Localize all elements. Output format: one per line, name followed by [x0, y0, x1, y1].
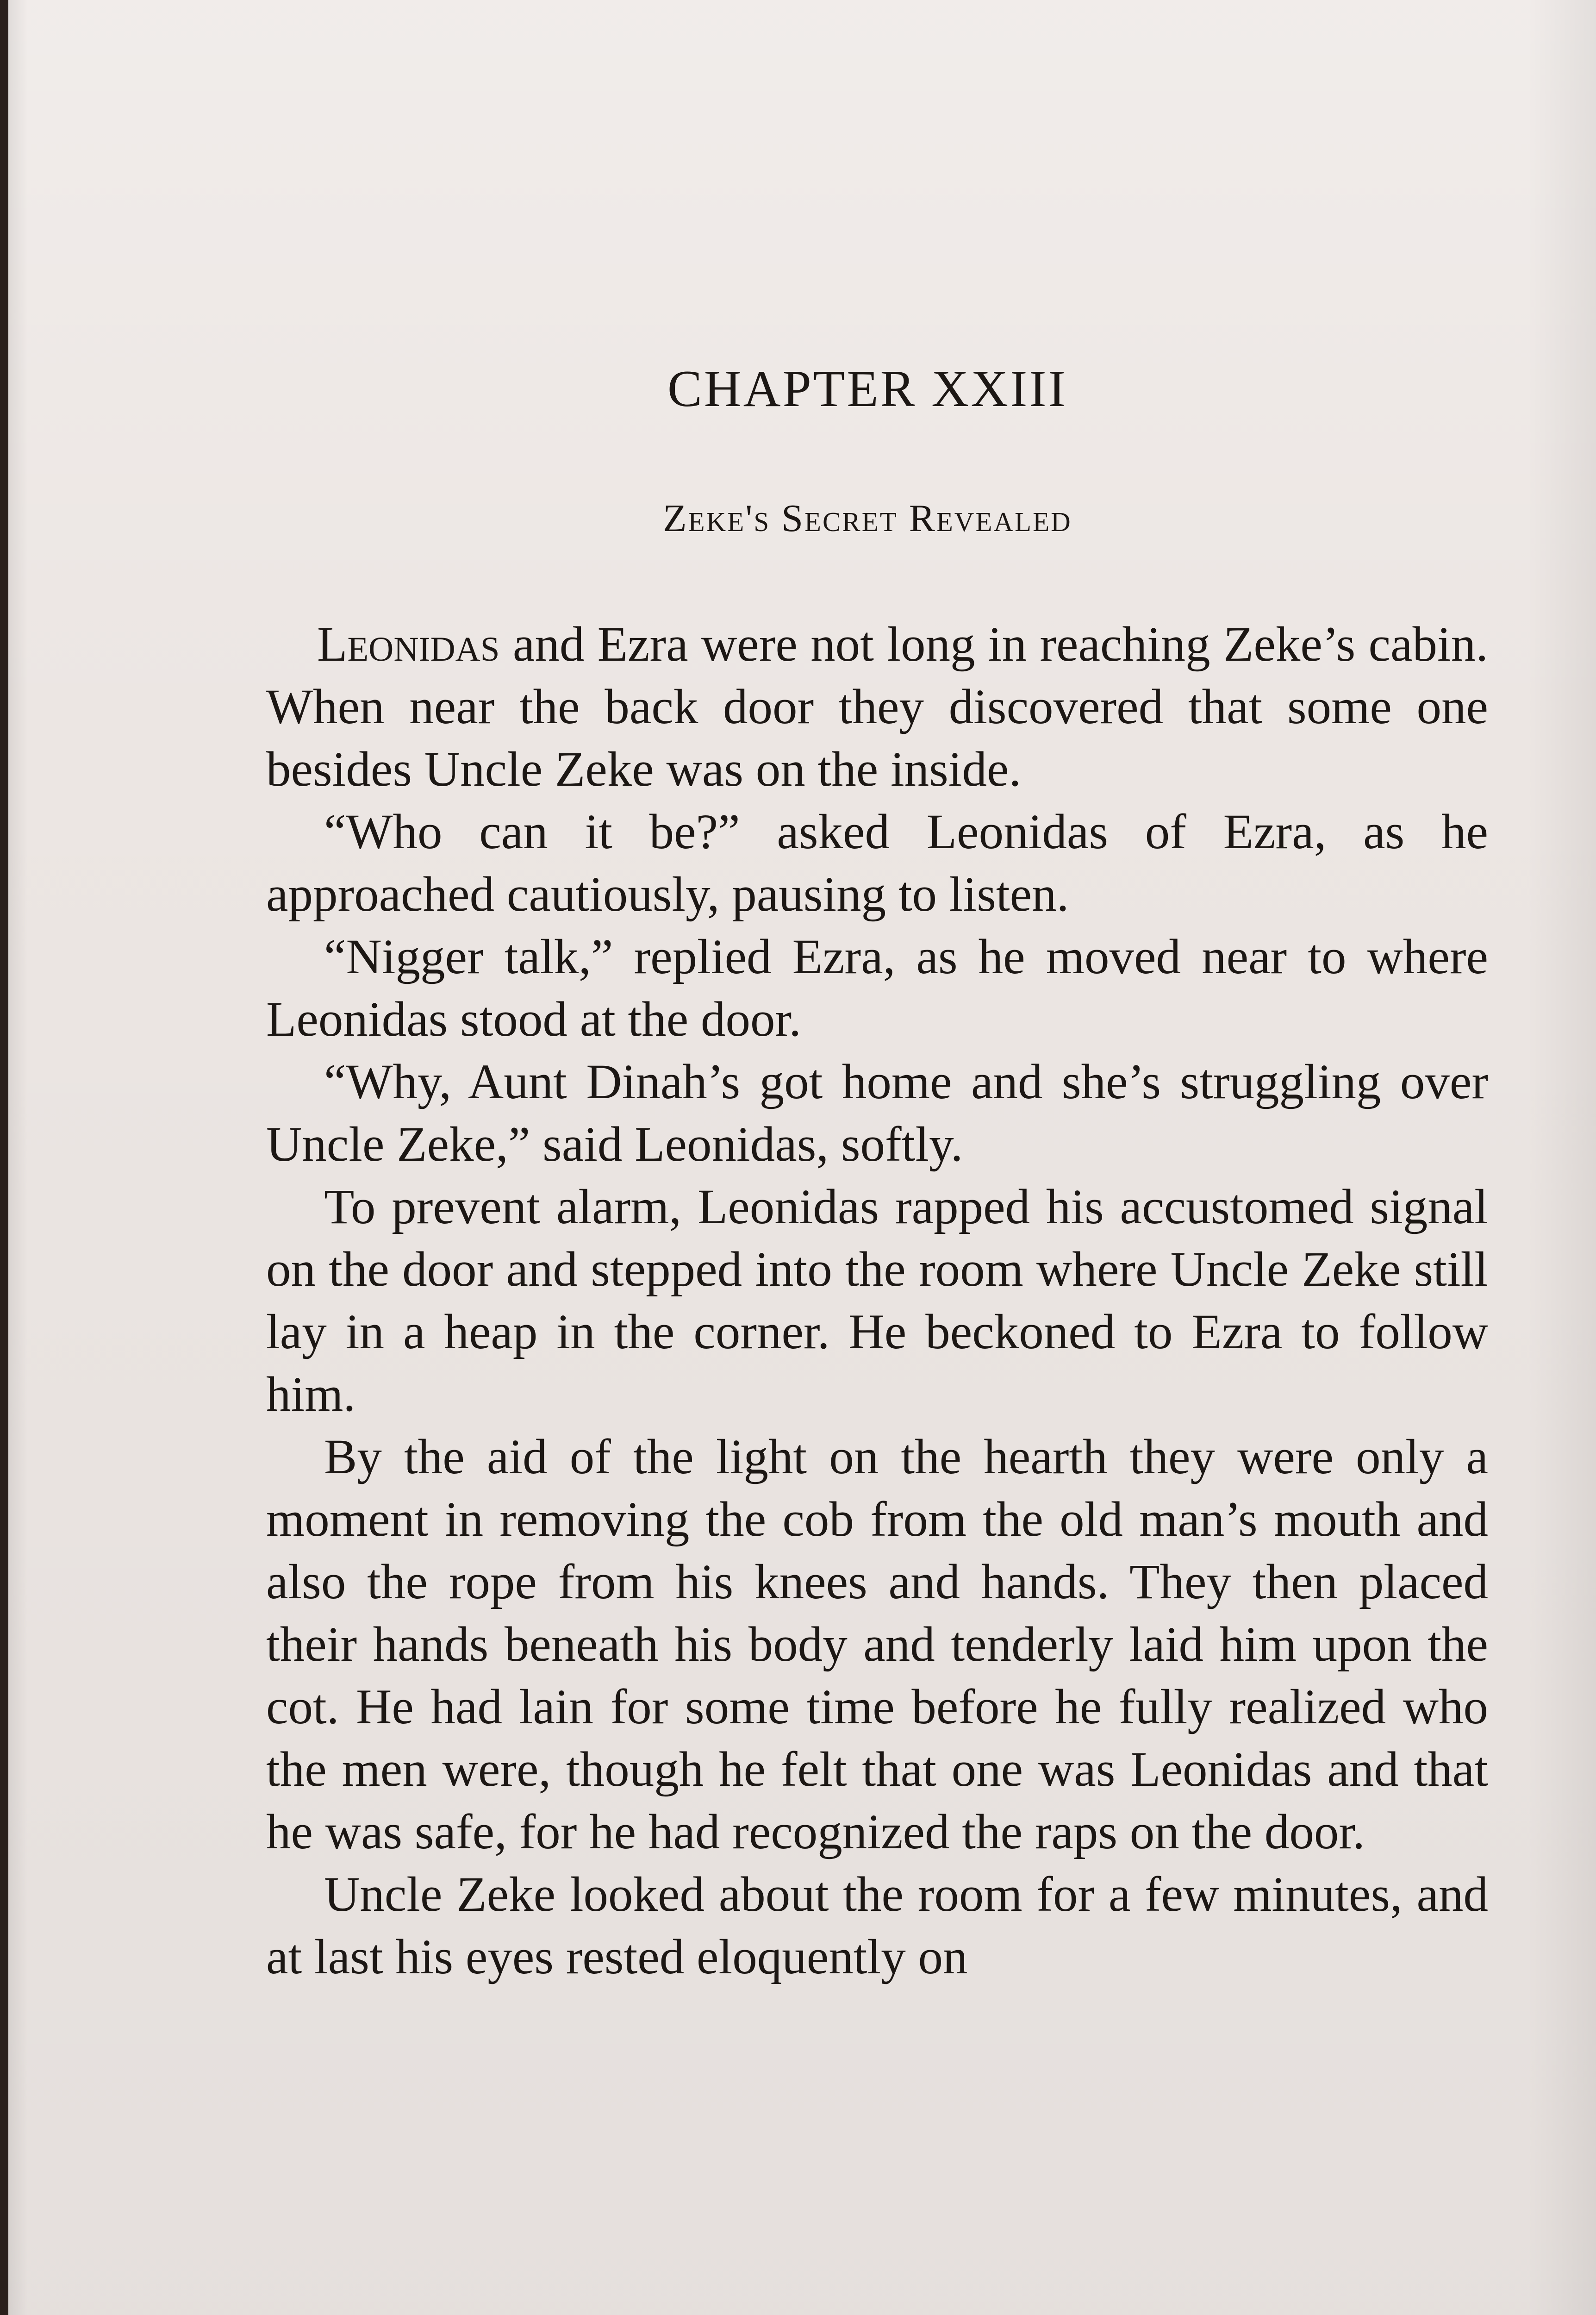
paragraph [266, 613, 1488, 801]
body-text [266, 613, 1488, 1989]
paragraph-lead-word: Leonidas [317, 617, 500, 672]
paragraph: By the aid of the light on the hearth they were only a moment in removing the cob from the old man’s mouth and also the rope from his knees and hands. They then placed their hands beneath his body and tenderly laid him upon the cot. He had lain for some time before he fully realized who the men were, though he felt that one was Leonidas and that he was safe, for he had recognized the raps on the door. [266, 1430, 1488, 1859]
chapter-subtitle: Zeke's Secret Revealed [663, 497, 1072, 540]
paragraph-text: and Ezra were not long in reaching Zeke’s cabin. When near the back door they discovered that some one besides Uncle Zeke was on the inside. [266, 617, 1488, 797]
paragraph: Uncle Zeke looked about the room for a few minutes, and at last his eyes rested eloquently on [266, 1867, 1488, 1984]
chapter-heading: CHAPTER XXIII [667, 360, 1067, 418]
paragraph: “Nigger talk,” replied Ezra, as he moved near to where Leonidas stood at the door. [266, 930, 1488, 1047]
paragraph: To prevent alarm, Leonidas rapped his accustomed signal on the door and stepped into the room where Uncle Zeke still lay in a heap in the corner. He beckoned to Ezra to follow him. [266, 1180, 1488, 1422]
paragraph: “Why, Aunt Dinah’s got home and she’s struggling over Uncle Zeke,” said Leonidas, softly. [266, 1055, 1488, 1172]
page-binding-edge [0, 0, 8, 2315]
paragraph: “Who can it be?” asked Leonidas of Ezra, as he approached cautiously, pausing to listen. [266, 805, 1488, 922]
